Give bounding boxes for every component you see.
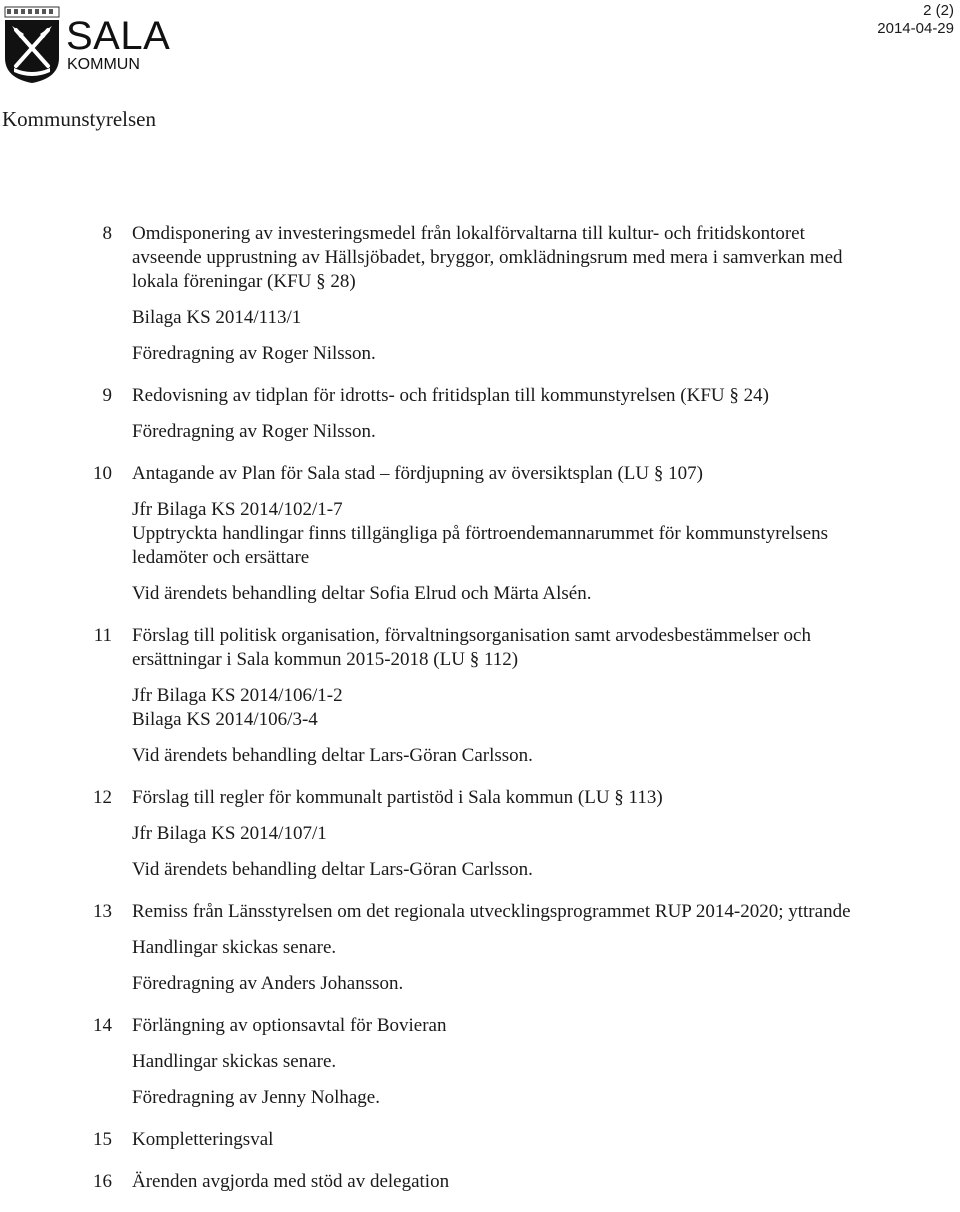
agenda-item-note: Jfr Bilaga KS 2014/107/1 bbox=[132, 823, 327, 844]
agenda-item-title: Omdisponering av investeringsmedel från lokalförvaltarna till kultur- och fritidskontoret avseende upprustning av Hällsjöbadet, bryggor, omklädningsrum med mera i samverkan med lokala föreningar (KFU § 28) bbox=[132, 223, 843, 292]
agenda-item-number: 15 bbox=[93, 1129, 112, 1150]
agenda-item-body bbox=[132, 900, 852, 996]
agenda-item bbox=[0, 384, 960, 444]
agenda-item bbox=[0, 462, 960, 606]
agenda-item-note: Föredragning av Roger Nilsson. bbox=[132, 343, 376, 364]
agenda-item-note: Bilaga KS 2014/113/1 bbox=[132, 307, 302, 328]
agenda-item-number: 13 bbox=[93, 901, 112, 922]
agenda-item bbox=[0, 1014, 960, 1110]
agenda-item-note: Vid ärendets behandling deltar Lars-Göran Carlsson. bbox=[132, 745, 533, 766]
agenda-item-note: Jfr Bilaga KS 2014/102/1-7 bbox=[132, 499, 343, 520]
agenda-item-note: Handlingar skickas senare. bbox=[132, 937, 337, 958]
agenda-item bbox=[0, 900, 960, 996]
agenda-item-body bbox=[132, 624, 852, 768]
agenda-item-body bbox=[132, 1128, 852, 1152]
agenda-item-note: Handlingar skickas senare. bbox=[132, 1051, 337, 1072]
agenda-item-note: Föredragning av Jenny Nolhage. bbox=[132, 1087, 380, 1108]
agenda-item-title: Förslag till regler för kommunalt partistöd i Sala kommun (LU § 113) bbox=[132, 787, 663, 808]
agenda-item-title: Redovisning av tidplan för idrotts- och fritidsplan till kommunstyrelsen (KFU § 24) bbox=[132, 385, 769, 406]
agenda-item-title: Remiss från Länsstyrelsen om det regionala utvecklingsprogrammet RUP 2014-2020; yttrande bbox=[132, 901, 851, 922]
agenda-item bbox=[0, 222, 960, 366]
agenda-item-title: Förslag till politisk organisation, förvaltningsorganisation samt arvodesbestämmelser och ersättningar i Sala kommun 2015-2018 (LU § 112) bbox=[132, 625, 811, 670]
agenda-item bbox=[0, 1170, 960, 1194]
agenda-item-note: Föredragning av Roger Nilsson. bbox=[132, 421, 376, 442]
agenda-item-number: 8 bbox=[102, 223, 112, 244]
agenda-item-number: 12 bbox=[93, 787, 112, 808]
agenda-item-title: Ärenden avgjorda med stöd av delegation bbox=[132, 1171, 450, 1192]
agenda-item-body bbox=[132, 384, 852, 444]
agenda-item-number: 9 bbox=[102, 385, 112, 406]
agenda-item-note: Jfr Bilaga KS 2014/106/1-2 bbox=[132, 685, 343, 706]
agenda-list bbox=[0, 222, 960, 1212]
page-number: 2 (2) bbox=[923, 2, 954, 19]
agenda-item-number: 10 bbox=[93, 463, 112, 484]
document-date: 2014-04-29 bbox=[877, 20, 954, 37]
agenda-item-note: Vid ärendets behandling deltar Sofia Elrud och Märta Alsén. bbox=[132, 583, 592, 604]
agenda-item-note: Upptryckta handlingar finns tillgängliga på förtroendemannarummet för kommunstyrelsens ledamöter och ersättare bbox=[132, 523, 828, 568]
agenda-item-title: Förlängning av optionsavtal för Bovieran bbox=[132, 1015, 447, 1036]
agenda-item-title: Antagande av Plan för Sala stad – fördjupning av översiktsplan (LU § 107) bbox=[132, 463, 703, 484]
agenda-item-number: 16 bbox=[93, 1171, 112, 1192]
agenda-item-note: Bilaga KS 2014/106/3-4 bbox=[132, 709, 318, 730]
agenda-item-body bbox=[132, 222, 852, 366]
agenda-item-note: Föredragning av Anders Johansson. bbox=[132, 973, 404, 994]
department-name: Kommunstyrelsen bbox=[2, 107, 156, 131]
sala-coat-of-arms-icon bbox=[4, 6, 60, 84]
agenda-item-body bbox=[132, 1170, 852, 1194]
agenda-item-body bbox=[132, 1014, 852, 1110]
agenda-item-number: 11 bbox=[93, 625, 112, 646]
agenda-item bbox=[0, 624, 960, 768]
agenda-item-body bbox=[132, 462, 852, 606]
agenda-item-note: Vid ärendets behandling deltar Lars-Göran Carlsson. bbox=[132, 859, 533, 880]
agenda-item-number: 14 bbox=[93, 1015, 112, 1036]
agenda-item-title: Kompletteringsval bbox=[132, 1129, 274, 1150]
logo-subtitle: KOMMUN bbox=[67, 56, 140, 73]
agenda-item bbox=[0, 1128, 960, 1152]
agenda-item-body bbox=[132, 786, 852, 882]
logo-name: SALA bbox=[66, 14, 171, 58]
agenda-item bbox=[0, 786, 960, 882]
